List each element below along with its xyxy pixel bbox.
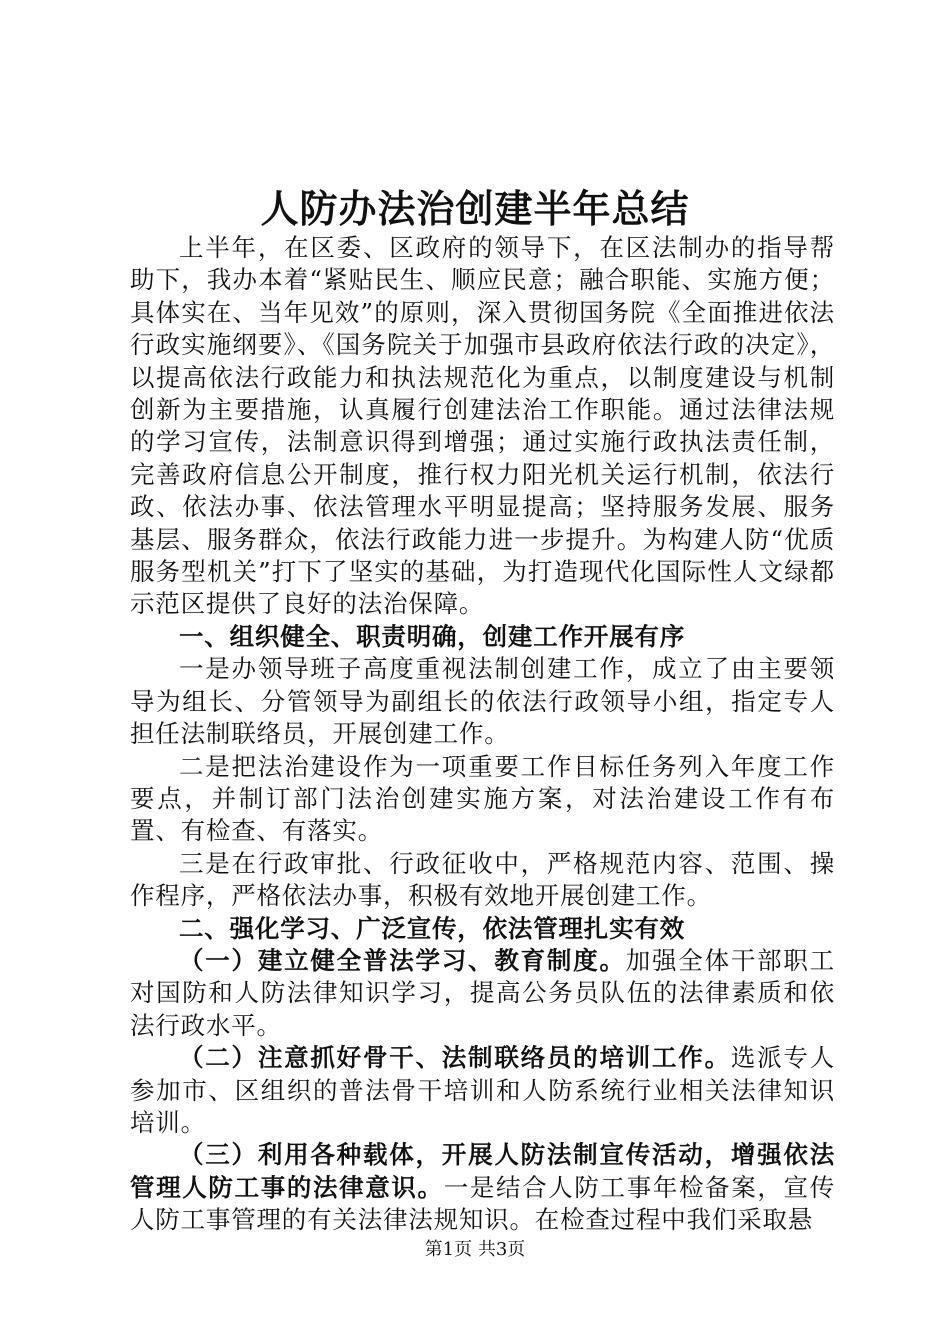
intro-paragraph: 上半年，在区委、区政府的领导下，在区法制办的指导帮助下，我办本着“紧贴民生、顺应民意；融合职能、实施方便；具体实在、当年见效”的原则，深入贯彻国务院《全面推进依法行政实施纲要》、《国务院关于加强市县政府依法行政的决定》，以提高依法行政能力和执法规范化为重点，以制度建设与机制创新为主要措施，认真履行创建法治工作职能。通过法律法规的学习宣传，法制意识得到增强；通过实施行政执法责任制，完善政府信息公开制度，推行权力阳光机关运行机制，依法行政、依法办事、依法管理水平明显提高；坚持服务发展、服务基层、服务群众，依法行政能力进一步提升。为构建人防“优质服务型机关”打下了坚实的基础，为打造现代化国际性人文绿都示范区提供了良好的法治保障。 — [130, 233, 835, 619]
section-2-heading: 二、强化学习、广泛宣传，依法管理扎实有效 — [179, 913, 685, 943]
document-body — [130, 232, 835, 1237]
section-1-paragraph-1: 一是办领导班子高度重视法制创建工作，成立了由主要领导为组长、分管领导为副组长的依法行政领导小组，指定专人担任法制联络员，开展创建工作。 — [130, 654, 835, 749]
item-3-lead: （三）利用各种载体，开展人防法制宣传活动，增强依法管理人防工事的法律意识。 — [130, 1140, 835, 1202]
section-2-item-2 — [130, 1042, 835, 1139]
section-2-item-3 — [130, 1139, 835, 1236]
item-2-text: 选派专人参加市、区组织的普法骨干培训和人防系统行业相关法律知识培训。 — [130, 1043, 835, 1137]
item-3-text: 一是结合人防工事年检备案，宣传人防工事管理的有关法律法规知识。在检查过程中我们采取悬 — [130, 1172, 835, 1235]
section-1-paragraph-2: 二是把法治建设作为一项重要工作目标任务列入年度工作要点，并制订部门法治创建实施方案，对法治建设工作有布置、有检查、有落实。 — [130, 751, 835, 846]
section-1-paragraph-3: 三是在行政审批、行政征收中，严格规范内容、范围、操作程序，严格依法办事，积极有效地开展创建工作。 — [130, 848, 835, 911]
item-1-text: 加强全体干部职工对国防和人防法律知识学习，提高公务员队伍的法律素质和依法行政水平。 — [130, 945, 835, 1040]
item-1-lead: （一）建立健全普法学习、教育制度。 — [179, 945, 626, 975]
page-number-footer: 第1页 共3页 — [424, 1239, 526, 1260]
section-2-item-1 — [130, 945, 835, 1042]
item-2-lead: （二）注意抓好骨干、法制联络员的培训工作。 — [179, 1043, 731, 1073]
section-1-heading: 一、组织健全、职责明确，创建工作开展有序 — [179, 621, 685, 651]
document-title: 人防办法治创建半年总结 — [260, 186, 690, 231]
